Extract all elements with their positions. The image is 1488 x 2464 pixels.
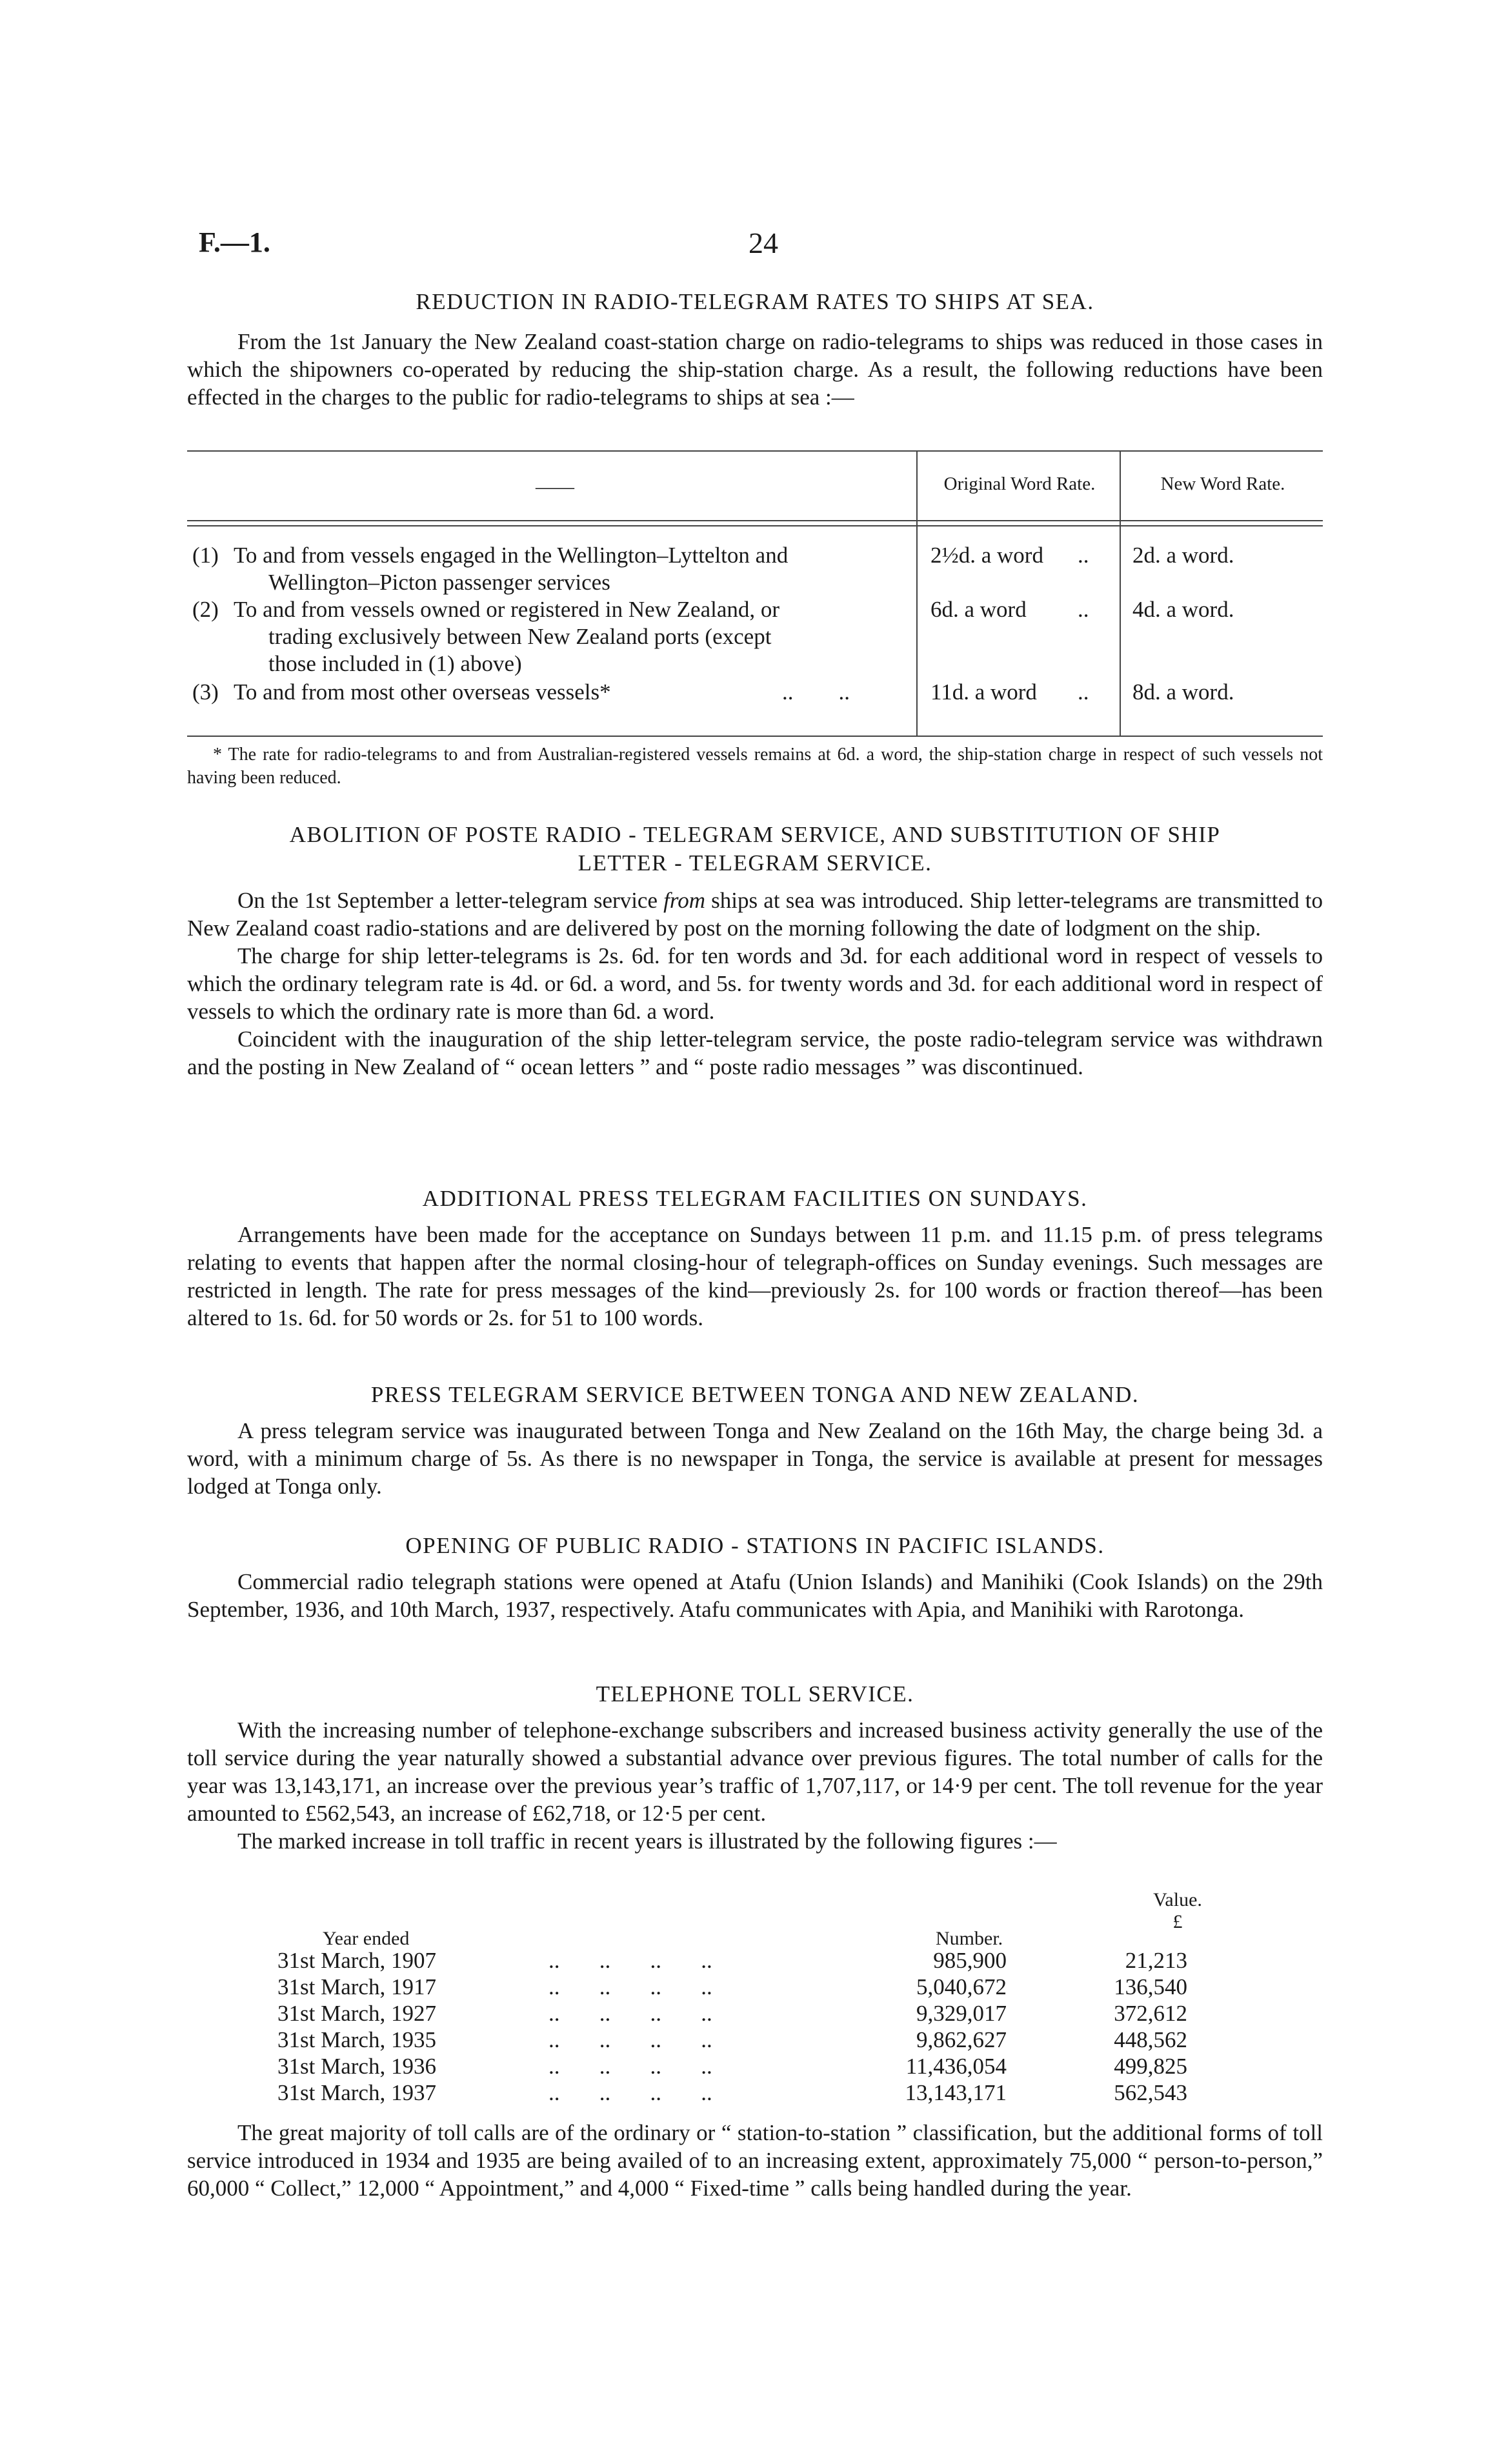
section-heading-sunday-press: ADDITIONAL PRESS TELEGRAM FACILITIES ON SUNDAYS. <box>422 1186 1088 1211</box>
paragraph: The marked increase in toll traffic in recent years is illustrated by the following figures :— <box>237 1828 1057 1854</box>
leader-dots: .. .. .. .. <box>548 2001 712 2026</box>
section-paragraph-toll-classification <box>187 2119 1323 2202</box>
original-rate: 6d. a word <box>930 597 1027 622</box>
page-number: 24 <box>749 226 778 259</box>
year-ended: 31st March, 1907 <box>277 1948 436 1973</box>
table-footnote: * The rate for radio-telegrams to and from Australian-registered vessels remains at 6d. a word, the ship-station charge in respect of such vessels not having been reduced. <box>187 745 1323 788</box>
call-number: 11,436,054 <box>905 2054 1007 2079</box>
section-paragraphs-telephone-toll <box>187 1716 1323 1855</box>
row-description-line: To and from vessels owned or registered in New Zealand, or <box>234 597 780 622</box>
table-row <box>187 2053 1187 2079</box>
section-heading-tonga: PRESS TELEGRAM SERVICE BETWEEN TONGA AND NEW ZEALAND. <box>370 1382 1140 1407</box>
table-row <box>187 1947 1187 1974</box>
leader-dots: .. .. .. .. <box>548 1974 712 1999</box>
paragraph: Coincident with the inauguration of the ship letter-telegram service, the poste radio-telegram service was withdrawn and the posting in New Zealand of “ ocean letters ” and “ poste radio messages ” was discontinued. <box>187 1027 1323 1079</box>
year-ended: 31st March, 1936 <box>277 2054 436 2079</box>
table-row <box>187 2000 1187 2027</box>
leader-dots: .. .. .. .. <box>548 1948 712 1973</box>
row-description-line: To and from most other overseas vessels* <box>234 679 611 705</box>
row-number: (3) <box>192 679 219 705</box>
section-paragraph-tonga <box>187 1417 1323 1500</box>
row-description-line: those included in (1) above) <box>268 651 522 676</box>
value-pounds: 499,825 <box>1114 2054 1187 2079</box>
table-row <box>187 1974 1187 2000</box>
section-heading-radio-rates: REDUCTION IN RADIO-TELEGRAM RATES TO SHIPS AT SEA. <box>416 289 1094 314</box>
original-rate: 11d. a word <box>930 679 1037 705</box>
table-rule-top <box>187 450 1323 452</box>
table-header-original-rate: Original Word Rate. <box>943 474 1096 494</box>
table-rule-header <box>187 520 1323 521</box>
value-pounds: 448,562 <box>1114 2027 1187 2052</box>
paragraph: The great majority of toll calls are of the ordinary or “ station-to-station ” classification, but the additional forms of toll service introduced in 1934 and 1935 are being availed of to an increasing extent, approximately 75,000 “ person-to-person,” 60,000 “ Collect,” 12,000 “ Appointment,” and 4,000 “ Fixed-time ” calls being handled during the year. <box>187 2120 1323 2201</box>
leader-dots: .. <box>1078 679 1089 705</box>
table-header-value: Value. <box>1153 1889 1202 1910</box>
heading-line: LETTER - TELEGRAM SERVICE. <box>578 850 932 876</box>
row-description-line: Wellington–Picton passenger services <box>268 570 610 595</box>
paragraph: Commercial radio telegraph stations were opened at Atafu (Union Islands) and Manihiki (Cook Islands) on the 29th September, 1936, and 10th March, 1937, respectively. Atafu communicates with Apia, and Manihiki with Rarotonga. <box>187 1569 1323 1622</box>
section-paragraph-pacific-stations <box>187 1568 1323 1623</box>
document-code: F.—1. <box>199 226 270 258</box>
year-ended: 31st March, 1927 <box>277 2001 436 2026</box>
row-number: (1) <box>192 543 219 568</box>
year-ended: 31st March, 1937 <box>277 2080 436 2105</box>
new-rate: 8d. a word. <box>1132 679 1234 705</box>
table-header-number: Number. <box>936 1928 1003 1949</box>
emphasis: from <box>663 888 705 913</box>
paragraph: A press telegram service was inaugurated between Tonga and New Zealand on the 16th May, the charge being 3d. a word, with a minimum charge of 5s. As there is no newspaper in Tonga, the service is available at present for messages lodged at Tonga only. <box>187 1418 1323 1499</box>
section-heading-pacific-stations: OPENING OF PUBLIC RADIO - STATIONS IN PACIFIC ISLANDS. <box>405 1533 1105 1558</box>
year-ended: 31st March, 1935 <box>277 2027 436 2052</box>
table-header-year: Year ended <box>323 1928 410 1949</box>
year-ended: 31st March, 1917 <box>277 1974 436 1999</box>
paragraph: The charge for ship letter-telegrams is 2s. 6d. for ten words and 3d. for each additional word in respect of vessels to which the ordinary telegram rate is 4d. or 6d. a word, and 5s. for twenty words and 3d. for each additional word in respect of vessels to which the ordinary rate is more than 6d. a word. <box>187 943 1323 1024</box>
leader-dots: .. .. .. .. <box>548 2054 712 2079</box>
section-heading-abolition <box>187 821 1323 877</box>
row-description-line: To and from vessels engaged in the Wellington–Lyttelton and <box>234 543 789 568</box>
heading-line: ABOLITION OF POSTE RADIO - TELEGRAM SERVICE, AND SUBSTITUTION OF SHIP <box>289 822 1221 847</box>
value-pounds: 136,540 <box>1114 1974 1187 1999</box>
table-row <box>187 2079 1187 2106</box>
text-run: ships at sea was introduced. Ship letter-telegrams are transmitted to New Zealand coast radio-stations and are delivered by post on the morning following the date of lodgment on the ship. <box>187 888 1323 941</box>
rate-table <box>187 450 1323 737</box>
section-paragraphs-abolition <box>187 886 1323 1081</box>
new-rate: 4d. a word. <box>1132 597 1234 622</box>
section-heading-telephone-toll: TELEPHONE TOLL SERVICE. <box>596 1681 914 1707</box>
paragraph: From the 1st January the New Zealand coast-station charge on radio-telegrams to ships was reduced in those cases in which the shipowners co-operated by reducing the ship-station charge. As a result, the following reductions have been effected in the charges to the public for radio-telegrams to ships at sea :— <box>187 329 1323 410</box>
leader-dots: .. .. <box>782 679 850 705</box>
section-paragraph-sunday-press <box>187 1221 1323 1332</box>
call-number: 13,143,171 <box>905 2080 1007 2105</box>
table-header-new-rate: New Word Rate. <box>1160 474 1285 494</box>
table-rule-header-double <box>187 525 1323 526</box>
leader-dots: .. <box>1078 597 1089 622</box>
table-column-divider <box>1120 450 1121 736</box>
leader-dots: .. .. .. .. <box>548 2027 712 2052</box>
call-number: 9,329,017 <box>916 2001 1007 2026</box>
original-rate: 2½d. a word <box>930 543 1043 568</box>
paragraph: With the increasing number of telephone-exchange subscribers and increased business activity generally the use of the toll service during the year naturally showed a substantial advance over previous figures. The total number of calls for the year was 13,143,171, an increase over the previous year’s traffic of 1,707,117, or 14·9 per cent. The toll revenue for the year amounted to £562,543, an increase of £62,718, or 12·5 per cent. <box>187 1718 1323 1826</box>
call-number: 9,862,627 <box>916 2027 1007 2052</box>
table-row <box>187 2027 1187 2053</box>
call-number: 985,900 <box>933 1948 1007 1973</box>
table-header-blank: —— <box>536 476 574 497</box>
leader-dots: .. <box>1078 543 1089 568</box>
leader-dots: .. .. .. .. <box>548 2080 712 2105</box>
section-paragraph-radio-rates <box>187 328 1323 411</box>
table-header-value-unit: £ <box>1172 1911 1183 1932</box>
paragraph: Arrangements have been made for the acceptance on Sundays between 11 p.m. and 11.15 p.m. of press telegrams relating to events that happen after the normal closing-hour of telegraph-offices on Sunday evenings. Such messages are restricted in length. The rate for press messages of the kind—previously 2s. for 100 words or fraction thereof—has been altered to 1s. 6d. for 50 words or 2s. for 51 to 100 words. <box>187 1222 1323 1330</box>
value-pounds: 372,612 <box>1114 2001 1187 2026</box>
paragraph <box>187 886 1323 942</box>
toll-table <box>187 1887 1323 2105</box>
row-number: (2) <box>192 597 219 622</box>
table-rule-bottom <box>187 736 1323 737</box>
text-run: On the 1st September a letter-telegram service <box>237 888 664 913</box>
value-pounds: 562,543 <box>1114 2080 1187 2105</box>
call-number: 5,040,672 <box>916 1974 1007 1999</box>
value-pounds: 21,213 <box>1125 1948 1187 1973</box>
row-description-line: trading exclusively between New Zealand ports (except <box>268 624 772 649</box>
new-rate: 2d. a word. <box>1132 543 1234 568</box>
